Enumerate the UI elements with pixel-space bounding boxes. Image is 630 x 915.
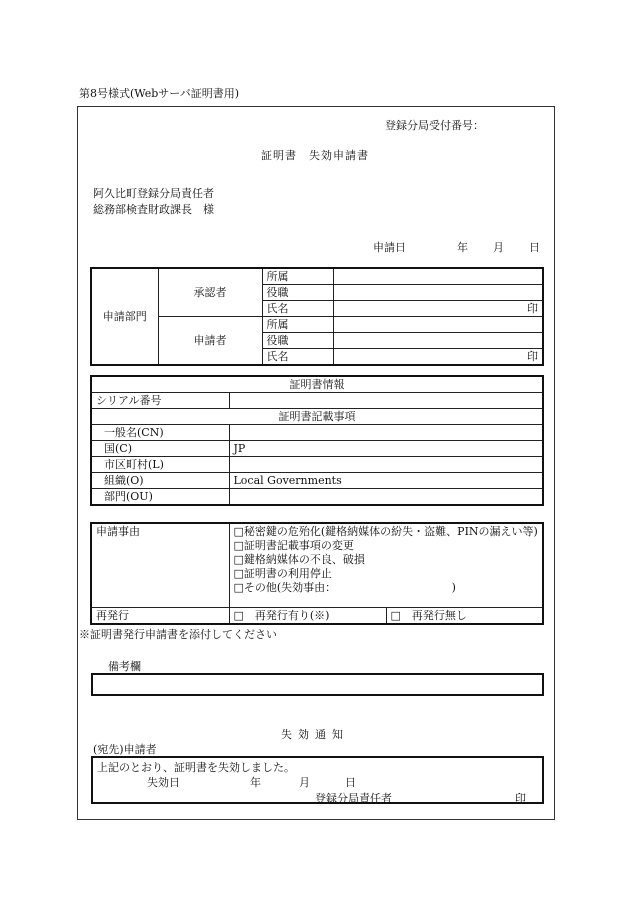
approver-label: 承認者 [158,268,262,317]
reason-table [90,522,544,625]
approver-seal[interactable]: 印 [333,301,543,317]
organization-label: 組織(O) [91,473,229,489]
country-label: 国(C) [91,441,229,457]
locality-field[interactable] [229,457,543,473]
revocation-notice-title: 失効通知 [281,728,349,741]
applicant-seal[interactable]: 印 [333,349,543,366]
revocation-day: 日 [345,776,356,789]
date-month: 月 [493,241,504,254]
reason-option-media-defect[interactable]: □鍵格納媒体の不良、破損 [233,553,365,566]
applicant-name-label: 氏名 [262,349,333,366]
locality-label: 市区町村(L) [91,457,229,473]
revocation-notice-box [91,756,544,804]
officer-seal: 印 [515,792,526,805]
approver-affiliation-label: 所属 [262,268,333,285]
reason-list [229,523,543,608]
approver-affiliation-field[interactable] [333,268,543,285]
form-number-label: 第8号様式(Webサーバ証明書用) [79,87,239,100]
revocation-date-label: 失効日 [147,776,180,789]
addressee-line-1: 阿久比町登録分局責任者 [93,187,214,200]
date-label: 申請日 [373,241,406,254]
notice-addressee: (宛先)申請者 [93,743,157,756]
applicant-position-label: 役職 [262,333,333,349]
reception-number-label: 登録分局受付番号： [385,119,484,132]
addressee-line-2: 総務部検査財政課長 様 [93,203,214,216]
common-name-field[interactable] [229,425,543,441]
common-name-label: 一般名(CN) [91,425,229,441]
document-title: 証明書 失効申請書 [261,149,369,162]
applicant-affiliation-field[interactable] [333,317,543,333]
reason-option-usage-stop[interactable]: □証明書の利用停止 [233,567,332,580]
department-table [90,267,544,366]
applicant-label: 申請者 [158,317,262,366]
reason-option-key-compromise[interactable]: □秘密鍵の危殆化(鍵格納媒体の紛失・盗難、PINの漏えい等) [233,525,538,538]
certificate-details-header: 証明書記載事項 [91,409,543,425]
certificate-info-table [90,375,544,506]
attachment-note: ※証明書発行申請書を添付してください [79,628,277,641]
reason-label: 申請事由 [91,523,229,608]
approver-position-field[interactable] [333,285,543,301]
registration-officer-label: 登録分局責任者 [315,792,392,805]
reissue-no-option[interactable]: □ 再発行無し [386,608,543,625]
organization-field[interactable]: Local Governments [229,473,543,489]
reason-option-other[interactable]: □その他(失効事由： ) [233,581,456,594]
revocation-month: 月 [299,776,310,789]
approver-name-label: 氏名 [262,301,333,317]
org-unit-label: 部門(OU) [91,489,229,506]
revocation-year: 年 [250,776,261,789]
notice-text: 上記のとおり、証明書を失効しました。 [97,761,295,774]
date-day: 日 [529,241,540,254]
reissue-label: 再発行 [91,608,229,625]
org-unit-field[interactable] [229,489,543,506]
certificate-info-header: 証明書情報 [91,376,543,393]
department-label: 申請部門 [91,268,158,365]
remarks-box[interactable] [91,673,544,696]
reason-option-info-change[interactable]: □証明書記載事項の変更 [233,539,354,552]
approver-position-label: 役職 [262,285,333,301]
country-field[interactable]: JP [229,441,543,457]
applicant-position-field[interactable] [333,333,543,349]
applicant-affiliation-label: 所属 [262,317,333,333]
date-year: 年 [457,241,468,254]
reissue-yes-option[interactable]: □ 再発行有り(※) [229,608,386,625]
serial-number-label: シリアル番号 [91,393,229,409]
remarks-label: 備考欄 [108,660,141,673]
serial-number-field[interactable] [229,393,543,409]
